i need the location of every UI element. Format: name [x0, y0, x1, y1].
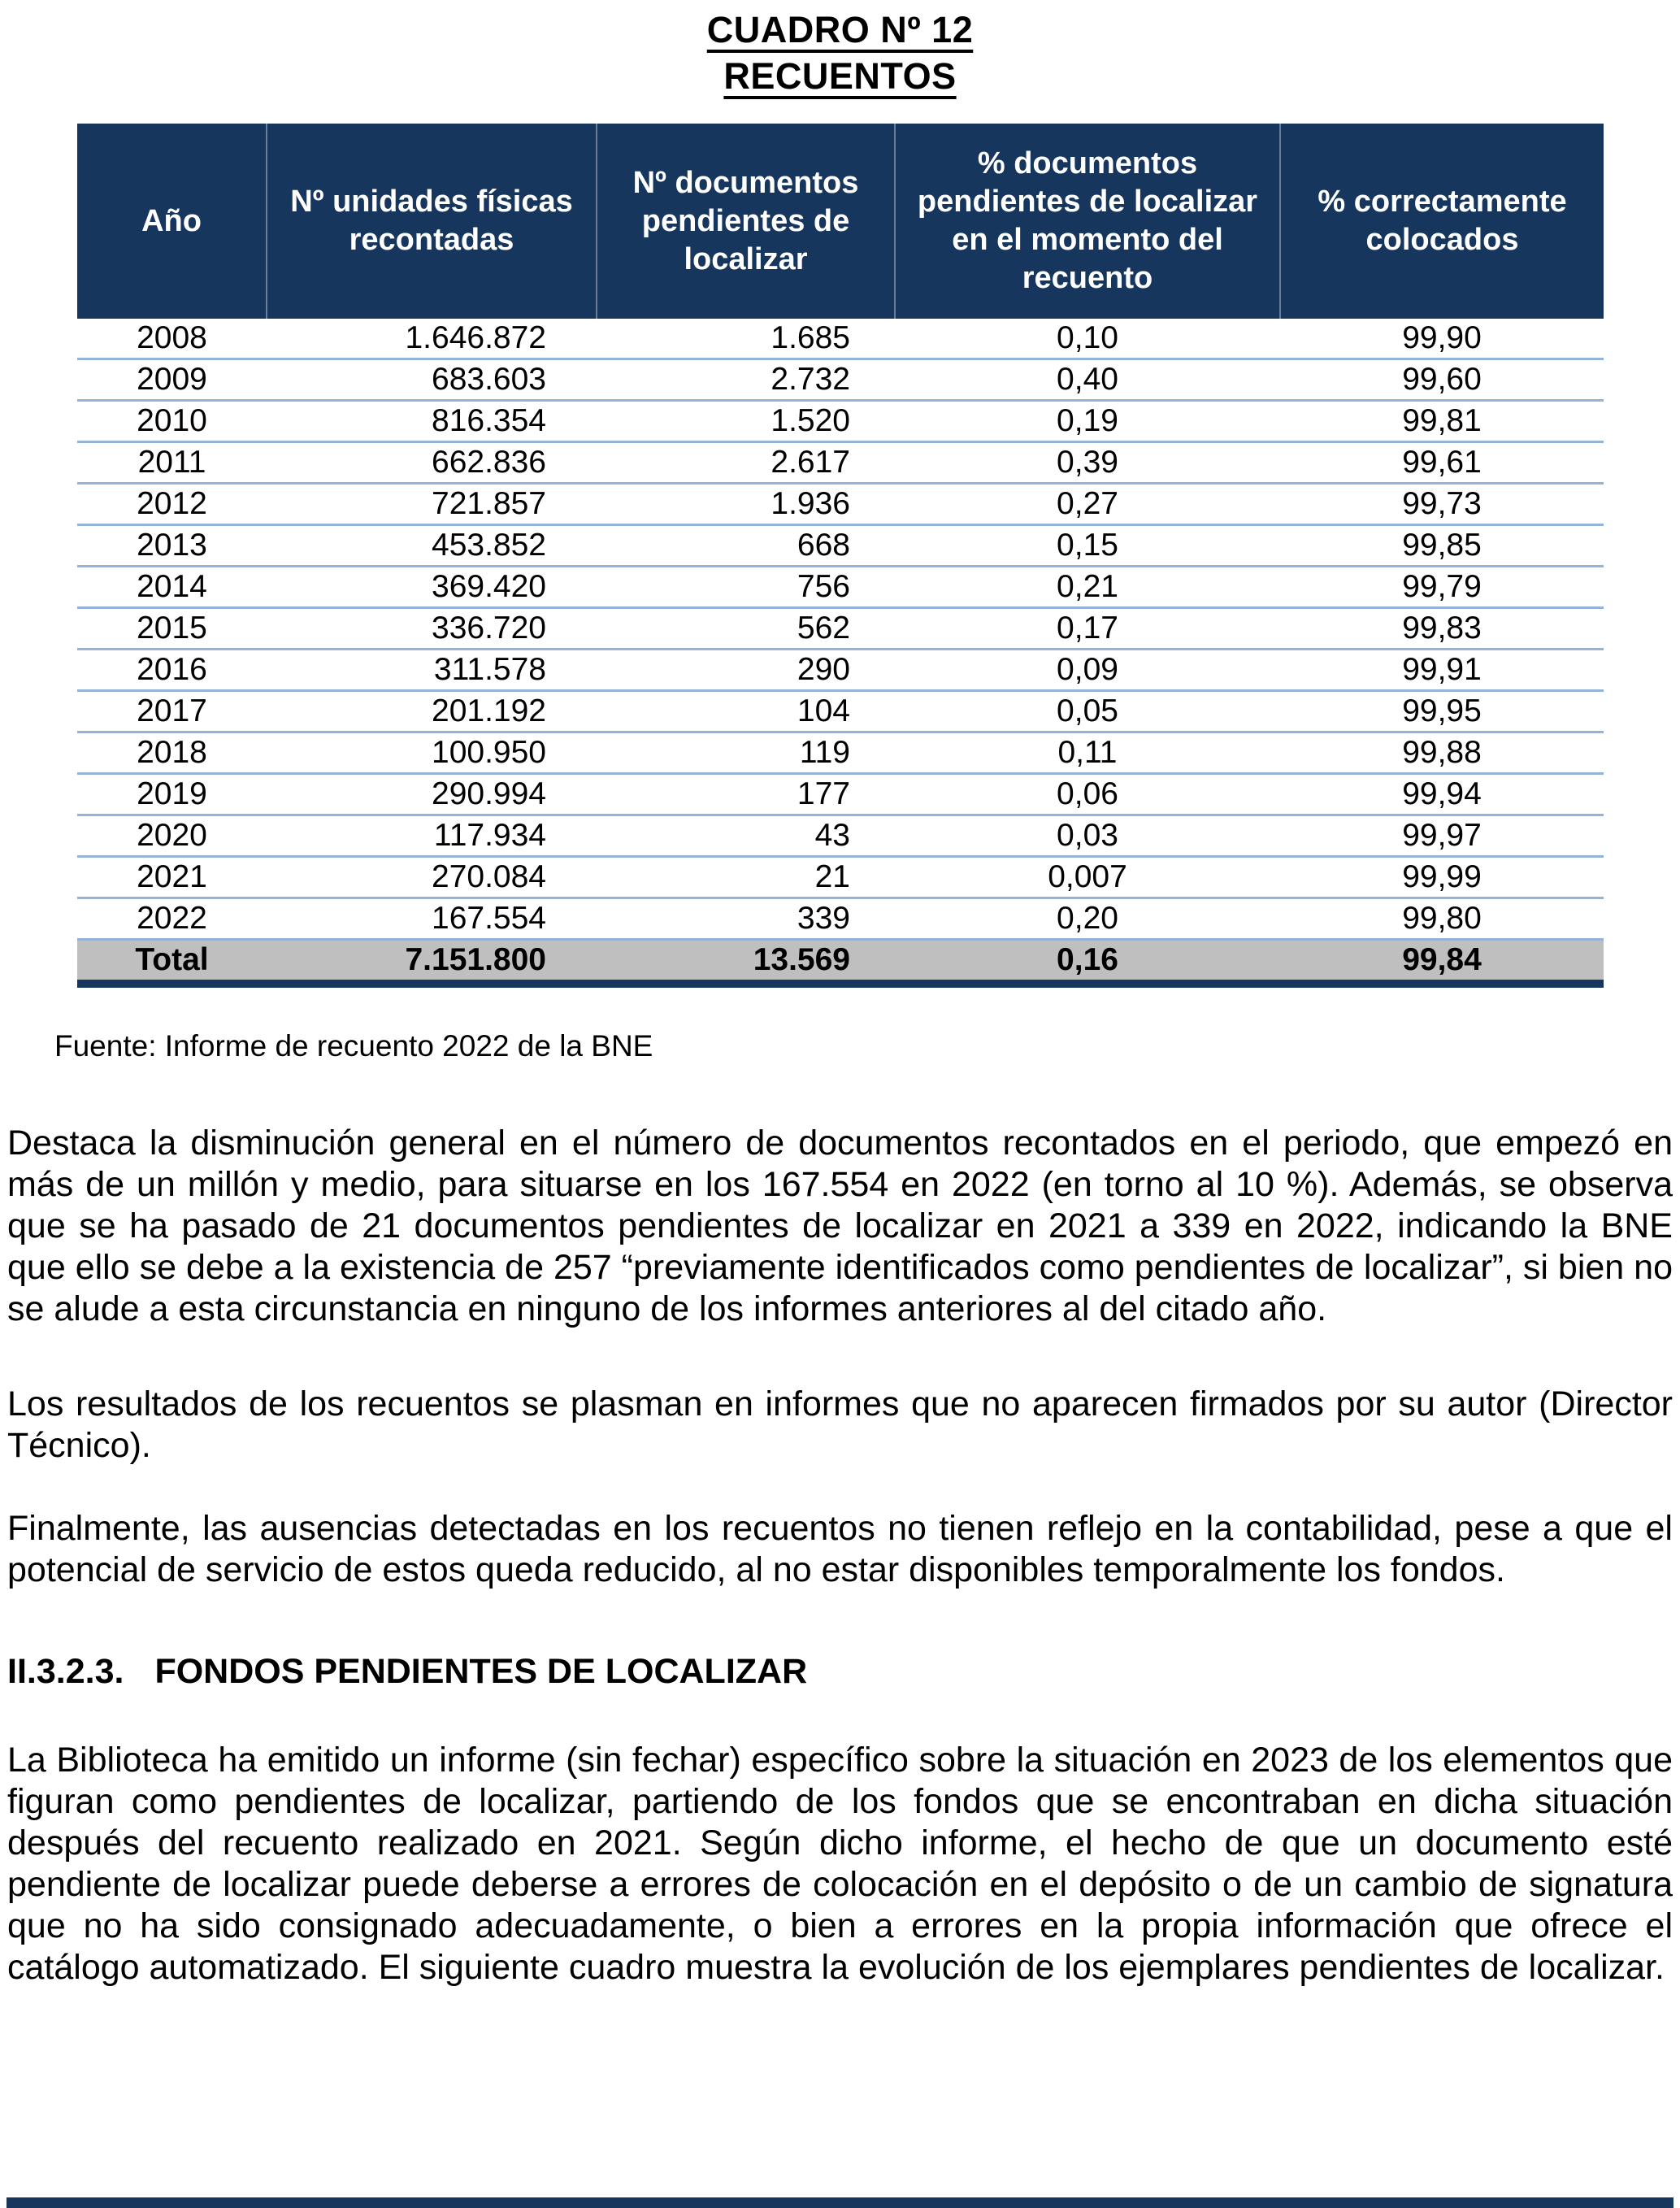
cell: 2013	[137, 528, 207, 563]
cell: 99,84	[1402, 942, 1482, 977]
table-row	[77, 525, 1604, 567]
cell: 339	[797, 901, 850, 936]
cell: 1.685	[771, 320, 850, 355]
cell: 2021	[137, 859, 207, 894]
column-header: % correctamente colocados	[1280, 124, 1604, 319]
cell: 0,15	[1057, 528, 1118, 563]
table-row	[77, 442, 1604, 484]
cell: 2016	[137, 652, 207, 687]
cell: 99,91	[1402, 652, 1482, 687]
cell: 453.852	[432, 528, 546, 563]
column-header: Nº documentos pendientes de localizar	[597, 124, 895, 319]
cell: 2020	[137, 818, 207, 853]
cell: 100.950	[432, 735, 546, 770]
table-row	[77, 484, 1604, 525]
cell: 0,06	[1057, 776, 1118, 811]
cell: 0,20	[1057, 901, 1118, 936]
table-row	[77, 650, 1604, 691]
cell: 290	[797, 652, 850, 687]
section-number: II.3.2.3.	[7, 1652, 124, 1691]
cell: 99,99	[1402, 859, 1482, 894]
cell: 0,39	[1057, 445, 1118, 480]
cell: 99,60	[1402, 362, 1482, 397]
cell: 1.520	[771, 403, 850, 438]
cell: 2015	[137, 611, 207, 645]
table-row	[77, 691, 1604, 732]
cell: 21	[814, 859, 850, 894]
cell: 2018	[137, 735, 207, 770]
cell: 0,11	[1057, 735, 1118, 770]
cell: 177	[797, 776, 850, 811]
cell: 0,27	[1057, 486, 1118, 521]
paragraph-recuentos-analysis: Destaca la disminución general en el número de documentos recontados en el periodo, que empezó en más de un millón y medio, para situarse en los 167.554 en 2022 (en torno al 10 %). Además, se observa que se ha pasado de 21 documentos pendientes de localizar en 2021 a 339 en 2022, indicando la BNE que ello se debe a la existencia de 257 “previamente identificados como pendientes de localizar”, si bien no se alude a esta circunstancia en ninguno de los informes anteriores al del citado año.	[7, 1124, 1673, 1328]
cell: 99,95	[1402, 693, 1482, 728]
cell: 13.569	[753, 942, 850, 977]
cell: 336.720	[432, 611, 546, 645]
cell: Total	[135, 942, 209, 977]
cell: 2008	[137, 320, 207, 355]
cell: 99,61	[1402, 445, 1482, 480]
cell: 683.603	[432, 362, 546, 397]
cell: 0,17	[1057, 611, 1118, 645]
paragraph-informes-firmados: Los resultados de los recuentos se plasman en informes que no aparecen firmados por su autor (Director Técnico).	[7, 1384, 1673, 1465]
cell: 668	[797, 528, 850, 563]
column-header: Año	[77, 124, 267, 319]
table-row	[77, 732, 1604, 774]
column-header: Nº unidades físicas recontadas	[267, 124, 597, 319]
table-title: CUADRO Nº 12	[706, 9, 974, 50]
table-row	[77, 567, 1604, 608]
cell: 756	[797, 569, 850, 604]
cell: 2.617	[771, 445, 850, 480]
cell: 369.420	[432, 569, 546, 604]
column-header: % documentos pendientes de localizar en el momento del recuento	[895, 124, 1280, 319]
cell: 290.994	[432, 776, 546, 811]
cell: 2019	[137, 776, 207, 811]
cell: 117.934	[433, 818, 546, 853]
cell: 721.857	[432, 486, 546, 521]
cell: 562	[797, 611, 850, 645]
cell: 99,97	[1402, 818, 1482, 853]
table-row	[77, 815, 1604, 857]
cell: 104	[797, 693, 850, 728]
cell: 311.578	[433, 652, 546, 687]
table-row	[77, 359, 1604, 401]
cell: 99,90	[1402, 320, 1482, 355]
section-title: FONDOS PENDIENTES DE LOCALIZAR	[154, 1652, 808, 1691]
cell: 99,88	[1402, 735, 1482, 770]
cell: 2012	[137, 486, 207, 521]
cell: 99,85	[1402, 528, 1482, 563]
total-row	[77, 940, 1604, 984]
recuentos-table-body	[77, 319, 1604, 984]
paragraph-ausencias-contabilidad: Finalmente, las ausencias detectadas en los recuentos no tienen reflejo en la contabilidad, pese a que el potencial de servicio de estos queda reducido, al no estar disponibles temporalmente los fondos.	[7, 1509, 1673, 1589]
recuentos-table-header	[77, 124, 1604, 319]
section-heading	[7, 1651, 1673, 1693]
cell: 1.646.872	[405, 320, 546, 355]
cell: 2010	[137, 403, 207, 438]
cell: 7.151.800	[405, 942, 546, 977]
cell: 0,09	[1057, 652, 1118, 687]
source-note: Fuente: Informe de recuento 2022 de la BNE	[54, 1029, 653, 1063]
cell: 2011	[137, 445, 206, 480]
table-row	[77, 857, 1604, 898]
cell: 99,81	[1402, 403, 1482, 438]
cell: 0,16	[1057, 942, 1118, 977]
cell: 2.732	[771, 362, 850, 397]
cell: 99,80	[1402, 901, 1482, 936]
cell: 43	[814, 818, 850, 853]
cell: 99,83	[1402, 611, 1482, 645]
cell: 2022	[137, 901, 207, 936]
cell: 2014	[137, 569, 207, 604]
cell: 0,03	[1057, 818, 1118, 853]
table-row	[77, 319, 1604, 359]
cell: 0,007	[1048, 859, 1127, 894]
cell: 816.354	[432, 403, 546, 438]
header-row	[77, 124, 1604, 319]
cell: 0,19	[1057, 403, 1118, 438]
table-title-block	[0, 0, 1680, 99]
cell: 201.192	[432, 693, 546, 728]
cell: 2017	[137, 693, 207, 728]
table-row	[77, 401, 1604, 442]
table-row	[77, 608, 1604, 650]
paragraph-fondos-pendientes: La Biblioteca ha emitido un informe (sin fechar) específico sobre la situación en 2023 de los elementos que figuran como pendientes de localizar, partiendo de los fondos que se encontraban en dicha situación después del recuento realizado en 2021. Según dicho informe, el hecho de que un documento esté pendiente de localizar puede deberse a errores de colocación en el depósito o de un cambio de signatura que no ha sido consignado adecuadamente, o bien a errores en la propia información que ofrece el catálogo automatizado. El siguiente cuadro muestra la evolución de los ejemplares pendientes de localizar.	[7, 1741, 1673, 1987]
next-table-header-strip	[7, 2197, 1673, 2208]
table-subtitle: RECUENTOS	[723, 55, 957, 97]
cell: 99,94	[1402, 776, 1482, 811]
cell: 270.084	[432, 859, 546, 894]
cell: 0,10	[1057, 320, 1118, 355]
cell: 99,73	[1402, 486, 1482, 521]
table-row	[77, 774, 1604, 815]
cell: 662.836	[432, 445, 546, 480]
cell: 119	[799, 735, 850, 770]
table-row	[77, 898, 1604, 940]
cell: 99,79	[1402, 569, 1482, 604]
recuentos-table	[77, 124, 1604, 988]
cell: 167.554	[432, 901, 546, 936]
cell: 2009	[137, 362, 207, 397]
cell: 0,21	[1057, 569, 1118, 604]
cell: 0,40	[1057, 362, 1118, 397]
cell: 1.936	[771, 486, 850, 521]
cell: 0,05	[1057, 693, 1118, 728]
